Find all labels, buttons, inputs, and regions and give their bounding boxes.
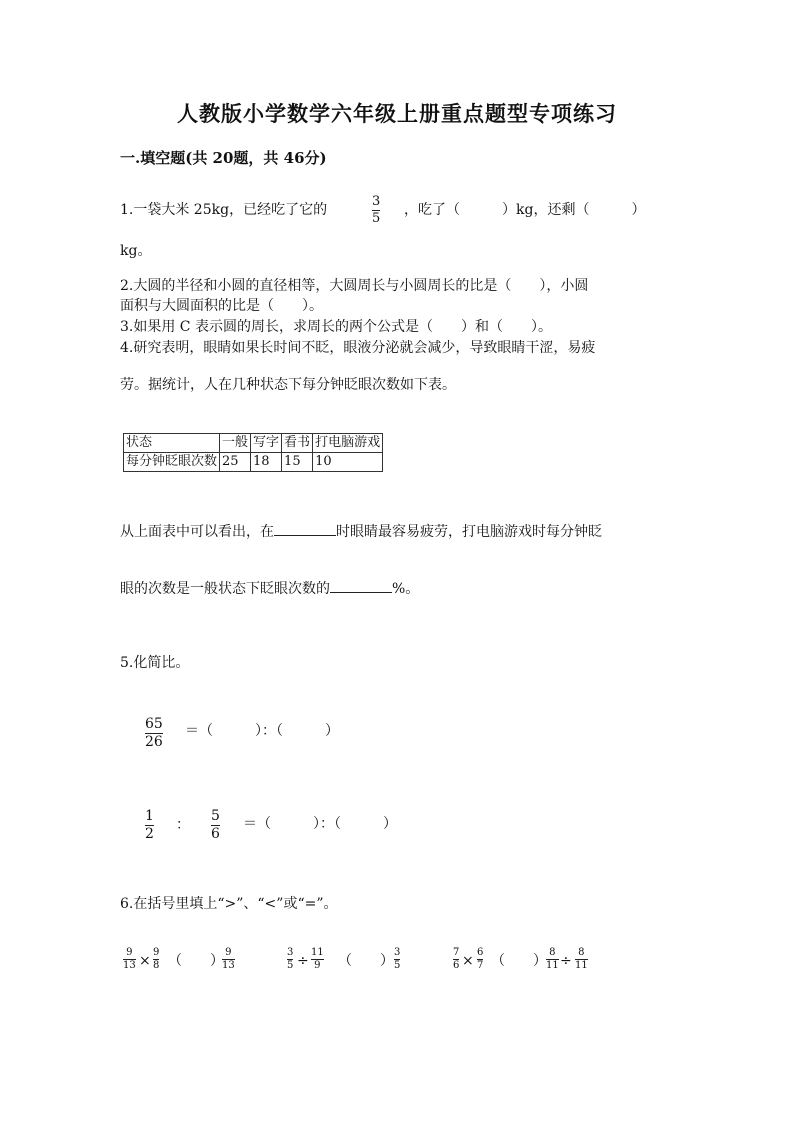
table-row (124, 453, 383, 472)
table-cell: 一般 (220, 434, 251, 453)
table-cell: 状态 (124, 434, 220, 453)
q4-after2-a: 眼的次数是一般状态下眨眼次数的 (120, 581, 330, 597)
frac-num: 8 (549, 947, 556, 958)
frac-num: 6 (477, 947, 484, 958)
frac-den: 5 (394, 960, 401, 971)
q6-e3-op: × (462, 953, 474, 969)
q1-frac-den: 5 (372, 211, 381, 226)
q1-text-c: kg。 (120, 243, 152, 259)
blink-table (123, 433, 383, 472)
q6-e3-paren: （ ） (491, 953, 547, 969)
q1-fraction (372, 194, 380, 227)
q6-e1-a (123, 947, 136, 972)
table-cell: 18 (251, 453, 282, 472)
q6-e1-op: × (139, 953, 151, 969)
frac-den: 6 (211, 826, 220, 842)
table-cell: 看书 (282, 434, 313, 453)
q5-r2-fraction-a (145, 808, 154, 843)
frac-num: 7 (453, 947, 460, 958)
frac-den: 13 (123, 960, 136, 971)
frac-num: 65 (145, 716, 163, 732)
section-heading: 一.填空题(共 20题，共 46分) (120, 149, 327, 167)
frac-den: 5 (287, 960, 294, 971)
q6-e1-c (222, 947, 235, 972)
frac-num: 9 (126, 947, 133, 958)
q4-after1-a: 从上面表中可以看出，在 (120, 524, 274, 540)
answer-blank[interactable] (330, 578, 392, 593)
q6-e3-d (575, 947, 588, 972)
table-cell: 15 (282, 453, 313, 472)
q4-line2: 劳。据统计，人在几种状态下每分钟眨眼次数如下表。 (120, 377, 456, 393)
q4-after-line1 (120, 521, 602, 542)
frac-num: 5 (211, 808, 220, 824)
q4-after-line2 (120, 578, 419, 599)
frac-num: 9 (225, 947, 232, 958)
table-cell: 写字 (251, 434, 282, 453)
q5-r1-tail: ＝（ ）：（ ） (185, 723, 339, 739)
q6-e2-c (394, 947, 400, 972)
frac-den: 2 (145, 826, 154, 842)
q4-after2-b: %。 (392, 581, 420, 597)
frac-den: 26 (145, 734, 163, 750)
frac-num: 9 (153, 947, 160, 958)
frac-den: 11 (575, 960, 588, 971)
table-row (124, 434, 383, 453)
q6-e3-b (477, 947, 483, 972)
table-cell: 10 (313, 453, 383, 472)
frac-den: 8 (153, 960, 160, 971)
q6-e2-paren: （ ） (338, 953, 394, 969)
q6-e2-a (287, 947, 293, 972)
table-cell: 每分钟眨眼次数 (124, 453, 220, 472)
frac-num: 1 (145, 808, 154, 824)
frac-den: 11 (546, 960, 559, 971)
table-cell: 打电脑游戏 (313, 434, 383, 453)
page-title: 人教版小学数学六年级上册重点题型专项练习 (177, 101, 617, 126)
q6-e1-paren: （ ） (168, 953, 224, 969)
frac-den: 9 (314, 960, 321, 971)
q3-text: 3.如果用 C 表示圆的周长，求周长的两个公式是（ ）和（ ）。 (120, 319, 552, 335)
frac-num: 8 (578, 947, 585, 958)
q5-r2-tail: ＝（ ）：（ ） (243, 816, 397, 832)
q1-frac-num: 3 (372, 194, 381, 209)
q6-e2-op: ÷ (297, 953, 309, 969)
frac-den: 13 (222, 960, 235, 971)
q5-r1-fraction (145, 716, 163, 751)
q6-e3-op2: ÷ (560, 953, 572, 969)
frac-den: 7 (477, 960, 484, 971)
q1-text-a: 1.一袋大米 25kg，已经吃了它的 (120, 202, 328, 218)
answer-blank[interactable] (274, 521, 336, 536)
frac-num: 11 (311, 947, 324, 958)
q2-line2: 面积与大圆面积的比是（ ）。 (120, 298, 323, 314)
q6-e3-a (453, 947, 459, 972)
q1-text-b: ，吃了（ ）kg，还剩（ ） (404, 202, 646, 218)
q6-label: 6.在括号里填上“>”、“<”或“=”。 (120, 896, 338, 912)
q5-r2-fraction-b (211, 808, 220, 843)
q5-label: 5.化简比。 (120, 655, 190, 671)
frac-num: 3 (394, 947, 401, 958)
q4-line1: 4.研究表明，眼睛如果长时间不眨，眼液分泌就会减少，导致眼睛干涩，易疲 (120, 340, 596, 356)
q6-e1-b (153, 947, 159, 972)
q6-e2-b (311, 947, 324, 972)
table-cell: 25 (220, 453, 251, 472)
frac-num: 3 (287, 947, 294, 958)
q4-after1-b: 时眼睛最容易疲劳，打电脑游戏时每分钟眨 (336, 524, 602, 540)
q2-line1: 2.大圆的半径和小圆的直径相等，大圆周长与小圆周长的比是（ ），小圆 (120, 278, 589, 294)
q5-r2-colon: ： (176, 817, 190, 833)
frac-den: 6 (453, 960, 460, 971)
q6-e3-c (546, 947, 559, 972)
